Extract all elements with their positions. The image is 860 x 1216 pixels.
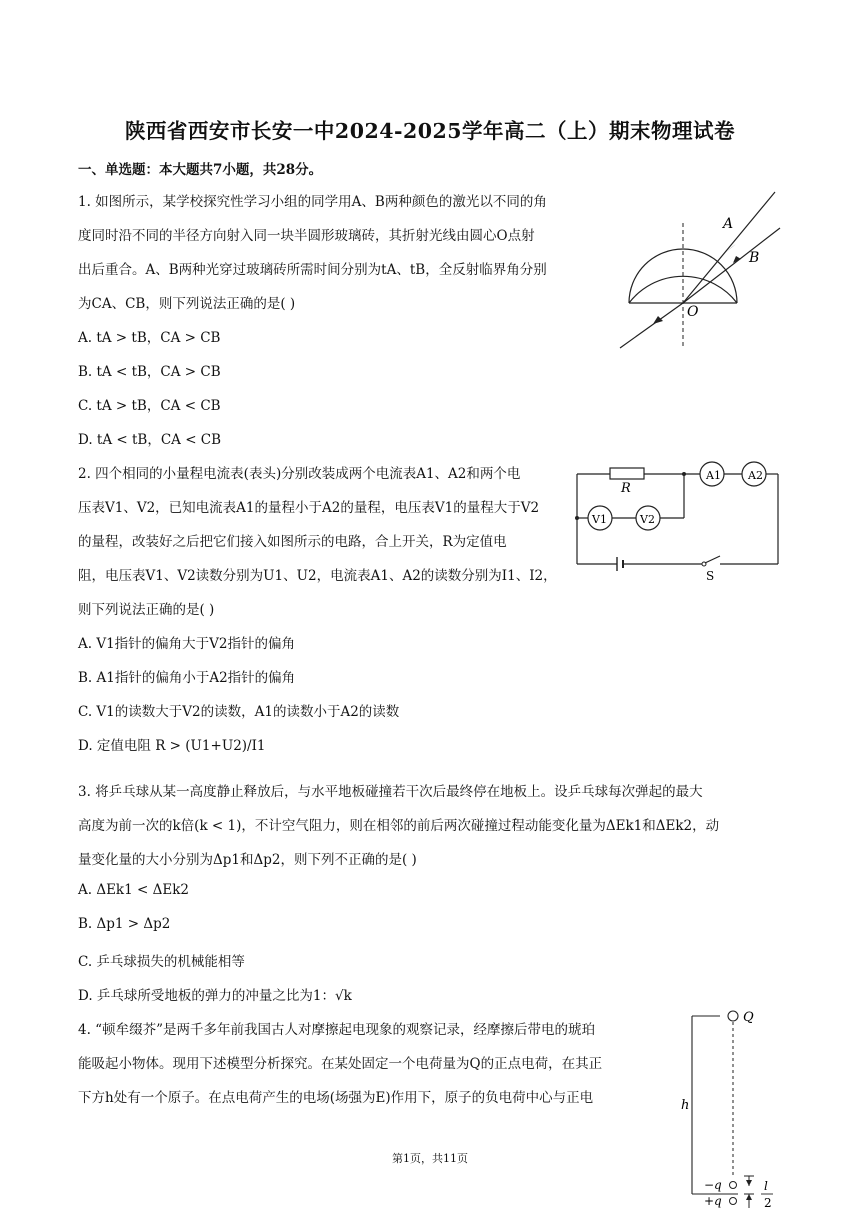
q2-option-c: C. V1的读数大于V2的读数，A1的读数小于A2的读数 <box>78 704 400 720</box>
q4-label-l: l <box>764 1179 768 1193</box>
q3-option-b: B. Δp1 > Δp2 <box>78 916 171 932</box>
q1-line-1: 1. 如图所示，某学校探究性学习小组的同学用A、B两种颜色的激光以不同的角 <box>78 194 547 210</box>
q3-line-3: 量变化量的大小分别为Δp1和Δp2，则下列不正确的是( ) <box>78 852 417 868</box>
q2-label-a2: A2 <box>748 469 763 482</box>
q3-option-a: A. ΔEk1 < ΔEk2 <box>78 882 189 898</box>
q4-charge-figure <box>676 1008 786 1214</box>
q2-label-s: S <box>706 569 715 583</box>
q1-option-d: D. tA < tB，CA < CB <box>78 432 222 448</box>
q3-option-c: C. 乒乓球损失的机械能相等 <box>78 954 245 970</box>
q1-option-c: C. tA > tB，CA < CB <box>78 398 221 414</box>
q2-line-2: 压表V1、V2，已知电流表A1的量程小于A2的量程，电压表V1的量程大于V2 <box>78 500 540 516</box>
q2-circuit-figure <box>572 458 782 583</box>
section-heading: 一、单选题：本大题共7小题，共28分。 <box>78 162 323 178</box>
q2-line-3: 的量程，改装好之后把它们接入如图所示的电路，合上开关，R为定值电 <box>78 534 507 550</box>
q4-label-2: 2 <box>764 1196 772 1210</box>
q2-label-v1: V1 <box>592 513 607 526</box>
q4-line-1: 4. “顿牟缀芥”是两千多年前我国古人对摩擦起电现象的观察记录，经摩擦后带电的琥珀 <box>78 1022 595 1038</box>
q4-line-3: 下方h处有一个原子。在点电荷产生的电场(场强为E)作用下，原子的负电荷中心与正电 <box>78 1090 594 1106</box>
q2-option-a: A. V1指针的偏角大于V2指针的偏角 <box>78 636 296 652</box>
q3-line-2: 高度为前一次的k倍(k < 1)，不计空气阻力，则在相邻的前后两次碰撞过程动能变化量为ΔEk1和ΔEk2，动 <box>78 818 720 834</box>
q1-label-a: A <box>723 216 734 232</box>
q1-line-4: 为CA、CB，则下列说法正确的是( ) <box>78 296 296 312</box>
q2-option-d: D. 定值电阻 R > (U1+U2)/I1 <box>78 738 266 754</box>
q3-option-d: D. 乒乓球所受地板的弹力的冲量之比为1：√k <box>78 988 352 1004</box>
q2-label-v2: V2 <box>640 513 655 526</box>
q4-label-minus-q: −q <box>704 1178 722 1192</box>
q1-semicircle-figure <box>615 188 790 353</box>
q1-option-a: A. tA > tB，CA > CB <box>78 330 221 346</box>
q2-line-4: 阻，电压表V1、V2读数分别为U1、U2，电流表A1、A2的读数分别为I1、I2， <box>78 568 557 584</box>
q1-line-2: 度同时沿不同的半径方向射入同一块半圆形玻璃砖，其折射光线由圆心O点射 <box>78 228 535 244</box>
q1-line-3: 出后重合。A、B两种光穿过玻璃砖所需时间分别为tA、tB，全反射临界角分别 <box>78 262 547 278</box>
q4-label-q: Q <box>743 1010 754 1025</box>
q2-label-r: R <box>621 481 631 496</box>
page-footer: 第1页，共11页 <box>392 1152 468 1165</box>
q1-label-b: B <box>749 250 760 266</box>
q2-label-a1: A1 <box>706 469 721 482</box>
q4-label-h: h <box>681 1098 690 1113</box>
q1-label-o: O <box>687 304 699 320</box>
q4-line-2: 能吸起小物体。现用下述模型分析探究。在某处固定一个电荷量为Q的正点电荷，在其正 <box>78 1056 603 1072</box>
q4-label-plus-q: +q <box>704 1194 722 1208</box>
q1-option-b: B. tA < tB，CA > CB <box>78 364 221 380</box>
q3-line-1: 3. 将乒乓球从某一高度静止释放后，与水平地板碰撞若干次后最终停在地板上。设乒乓球每次弹起的最大 <box>78 784 703 800</box>
q2-option-b: B. A1指针的偏角小于A2指针的偏角 <box>78 670 296 686</box>
q2-line-5: 则下列说法正确的是( ) <box>78 602 215 618</box>
page-title: 陕西省西安市长安一中2024-2025学年高二（上）期末物理试卷 <box>124 119 736 143</box>
q2-line-1: 2. 四个相同的小量程电流表(表头)分别改装成两个电流表A1、A2和两个电 <box>78 466 521 482</box>
